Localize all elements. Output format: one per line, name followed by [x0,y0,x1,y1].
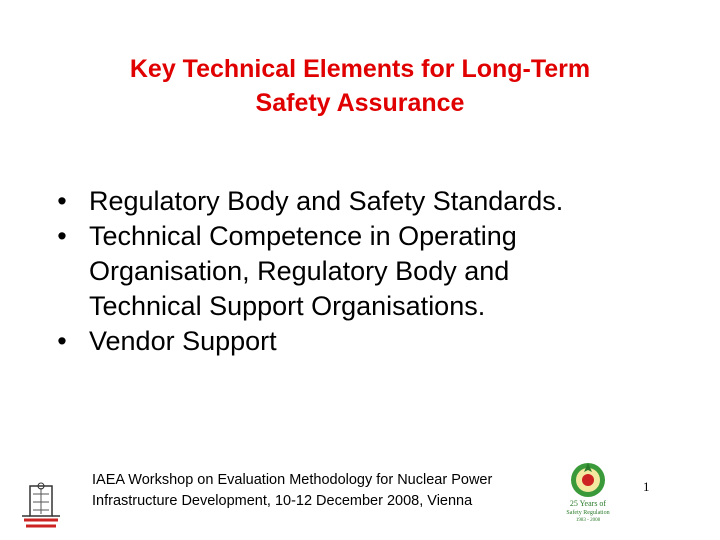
bullet-dot: • [57,186,67,216]
title-line-2: Safety Assurance [255,89,465,117]
page-number: 1 [643,479,650,494]
logo-text-line-3: 1983 - 2008 [575,518,601,523]
footer-line-2: Infrastructure Development, 10-12 December 2008, Vienna [92,493,473,509]
bullet-item [52,184,692,219]
footer-line-1: IAEA Workshop on Evaluation Methodology for Nuclear Power [92,472,493,488]
bullet-item [52,324,692,359]
slide-title [40,52,680,120]
logo-text-line-2: Safety Regulation [566,510,610,516]
bullet-text: Organisation, Regulatory Body and [89,256,510,286]
footer-text [92,470,552,512]
bullet-list [52,184,692,359]
bullet-dot: • [57,326,67,356]
25-years-safety-regulation-emblem-icon [552,462,624,524]
bullet-item [52,219,692,324]
bullet-text: Vendor Support [89,326,277,356]
logo-text-line-1: 25 Years of [569,499,607,508]
bullet-text: Technical Competence in Operating [89,221,517,251]
title-line-1: Key Technical Elements for Long-Term [129,55,591,83]
bullet-dot: • [57,221,67,251]
bullet-text: Technical Support Organisations. [89,291,486,321]
institution-emblem-icon [20,480,62,532]
bullet-text: Regulatory Body and Safety Standards. [89,186,564,216]
